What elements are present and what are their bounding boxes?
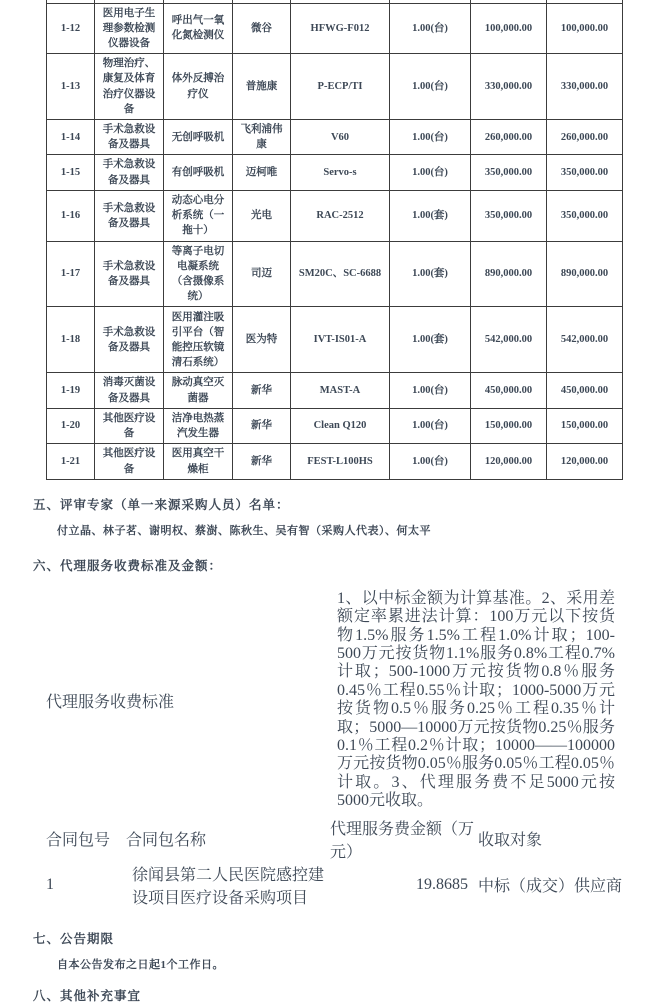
cell-category: 其他医疗设备 xyxy=(95,408,164,443)
cell-quantity: 1.00(台) xyxy=(390,120,471,155)
table-row xyxy=(47,190,623,241)
cell-brand: 微谷 xyxy=(233,3,291,54)
expert-names: 付立晶、林子茗、谢明权、蔡澍、陈秋生、吴有智（采购人代表）、何太平 xyxy=(57,524,431,537)
cell-serial: 1-21 xyxy=(47,444,95,479)
cell-quantity: 1.00(台) xyxy=(390,373,471,408)
cell-name: 体外反搏治疗仪 xyxy=(164,54,233,120)
cell-model: RAC-2512 xyxy=(291,190,390,241)
section7-content: 自本公告发布之日起1个工作日。 xyxy=(57,958,224,971)
cell-quantity: 1.00(套) xyxy=(390,190,471,241)
cell-total-price: 150,000.00 xyxy=(547,408,623,443)
cell-package-name: 徐闻县第二人民医院感控建设项目医疗设备采购项目 xyxy=(132,866,325,907)
cell-name: 动态心电分析系统（一拖十） xyxy=(164,190,233,241)
cell-unit-price: 542,000.00 xyxy=(471,307,547,373)
cell-total-price: 350,000.00 xyxy=(547,190,623,241)
cell-serial: 1-17 xyxy=(47,241,95,307)
cell-payer: 中标（成交）供应商 xyxy=(478,878,623,896)
cell-category: 手术急救设备及器具 xyxy=(95,241,164,307)
cell-unit-price: 890,000.00 xyxy=(471,241,547,307)
fee-standard-label: 代理服务收费标准 xyxy=(46,693,175,711)
cell-category: 物理治疗、康复及体育治疗仪器设备 xyxy=(95,54,164,120)
cell-package-no: 1 xyxy=(46,875,54,893)
cell-model: IVT-IS01-A xyxy=(291,307,390,373)
cell-unit-price: 100,000.00 xyxy=(471,3,547,54)
cell-brand: 飞利浦伟康 xyxy=(233,120,291,155)
header-fee-amount: 代理服务费金额（万元） xyxy=(330,820,475,861)
cell-name: 呼出气一氧化氮检测仪 xyxy=(164,3,233,54)
cell-quantity: 1.00(台) xyxy=(390,155,471,190)
cell-brand: 迈柯唯 xyxy=(233,155,291,190)
cell-unit-price: 350,000.00 xyxy=(471,190,547,241)
cell-unit-price: 150,000.00 xyxy=(471,408,547,443)
cell-model: MAST-A xyxy=(291,373,390,408)
cell-total-price: 260,000.00 xyxy=(547,120,623,155)
cell-serial: 1-20 xyxy=(47,408,95,443)
cell-name: 脉动真空灭菌器 xyxy=(164,373,233,408)
cell-serial: 1-12 xyxy=(47,3,95,54)
cell-brand: 新华 xyxy=(233,408,291,443)
cell-category: 医用电子生理参数检测仪器设备 xyxy=(95,3,164,54)
cell-model: P-ECP/TI xyxy=(291,54,390,120)
cell-model: FEST-L100HS xyxy=(291,444,390,479)
cell-unit-price: 120,000.00 xyxy=(471,444,547,479)
cell-serial: 1-15 xyxy=(47,155,95,190)
cell-brand: 医为特 xyxy=(233,307,291,373)
cell-quantity: 1.00(台) xyxy=(390,54,471,120)
cell-quantity: 1.00(台) xyxy=(390,408,471,443)
cell-name: 无创呼吸机 xyxy=(164,120,233,155)
cell-total-price: 542,000.00 xyxy=(547,307,623,373)
header-package-name: 合同包名称 xyxy=(126,832,207,850)
section8-heading: 八、其他补充事宜 xyxy=(33,988,142,1003)
cell-total-price: 890,000.00 xyxy=(547,241,623,307)
cell-name: 医用灌注吸引平台（智能控压软镜清石系统） xyxy=(164,307,233,373)
cell-total-price: 330,000.00 xyxy=(547,54,623,120)
header-payer: 收取对象 xyxy=(478,832,543,850)
cell-category: 手术急救设备及器具 xyxy=(95,155,164,190)
section7-heading: 七、公告期限 xyxy=(33,931,115,946)
table-row xyxy=(47,444,623,479)
cell-serial: 1-14 xyxy=(47,120,95,155)
cell-unit-price: 350,000.00 xyxy=(471,155,547,190)
cell-brand: 普施康 xyxy=(233,54,291,120)
cell-name: 洁净电热蒸汽发生器 xyxy=(164,408,233,443)
equipment-table xyxy=(46,0,623,480)
cell-model: V60 xyxy=(291,120,390,155)
cell-model: Servo-s xyxy=(291,155,390,190)
cell-brand: 新华 xyxy=(233,444,291,479)
cell-serial: 1-18 xyxy=(47,307,95,373)
cell-brand: 光电 xyxy=(233,190,291,241)
cell-brand: 司迈 xyxy=(233,241,291,307)
table-row xyxy=(47,3,623,54)
table-row xyxy=(47,155,623,190)
cell-name: 有创呼吸机 xyxy=(164,155,233,190)
cell-serial: 1-19 xyxy=(47,373,95,408)
fee-table-header-row xyxy=(46,816,622,862)
section5-heading: 五、评审专家（单一来源采购人员）名单： xyxy=(33,497,290,512)
cell-model: SM20C、SC-6688 xyxy=(291,241,390,307)
fee-standard-row xyxy=(46,585,622,816)
cell-category: 手术急救设备及器具 xyxy=(95,120,164,155)
table-row xyxy=(47,120,623,155)
table-row xyxy=(47,54,623,120)
cell-model: HFWG-F012 xyxy=(291,3,390,54)
cell-name: 医用真空干燥柜 xyxy=(164,444,233,479)
cell-category: 其他医疗设备 xyxy=(95,444,164,479)
cell-unit-price: 260,000.00 xyxy=(471,120,547,155)
cell-serial: 1-16 xyxy=(47,190,95,241)
fee-table-data-row xyxy=(46,862,622,908)
cell-quantity: 1.00(套) xyxy=(390,241,471,307)
cell-name: 等离子电切电凝系统（含摄像系统） xyxy=(164,241,233,307)
table-row xyxy=(47,373,623,408)
cell-quantity: 1.00(台) xyxy=(390,3,471,54)
table-row xyxy=(47,307,623,373)
cell-quantity: 1.00(套) xyxy=(390,307,471,373)
fee-standard-text: 1、以中标金额为计算基准。2、采用差额定率累进法计算：100万元以下按货物1.5%服务1.5%工程1.0%计取；100-500万元按货物1.1%服务0.8%工程0.7%计取；500-1000万元按货物0.8％服务0.45％工程0.55％计取；1000-5000万元按货物0.5％服务0.25％工程0.35％计取；5000—10000万元按货物0.25％服务0.1％工程0.2％计取；10000——100000万元按货物0.05％服务0.05％工程0.05％计取。3、代理服务费不足5000元按5000元收取。 xyxy=(337,589,616,810)
agency-fee-table xyxy=(46,585,622,908)
cell-category: 手术急救设备及器具 xyxy=(95,190,164,241)
table-row xyxy=(47,408,623,443)
cell-total-price: 100,000.00 xyxy=(547,3,623,54)
cell-unit-price: 450,000.00 xyxy=(471,373,547,408)
cell-category: 手术急救设备及器具 xyxy=(95,307,164,373)
cell-category: 消毒灭菌设备及器具 xyxy=(95,373,164,408)
cell-unit-price: 330,000.00 xyxy=(471,54,547,120)
cell-model: Clean Q120 xyxy=(291,408,390,443)
cell-fee-amount: 19.8685 xyxy=(416,875,469,893)
section6-heading: 六、代理服务收费标准及金额： xyxy=(33,558,223,573)
cell-total-price: 350,000.00 xyxy=(547,155,623,190)
cell-total-price: 120,000.00 xyxy=(547,444,623,479)
cell-quantity: 1.00(台) xyxy=(390,444,471,479)
header-package-no: 合同包号 xyxy=(46,832,111,850)
cell-serial: 1-13 xyxy=(47,54,95,120)
cell-total-price: 450,000.00 xyxy=(547,373,623,408)
cell-brand: 新华 xyxy=(233,373,291,408)
table-row xyxy=(47,241,623,307)
